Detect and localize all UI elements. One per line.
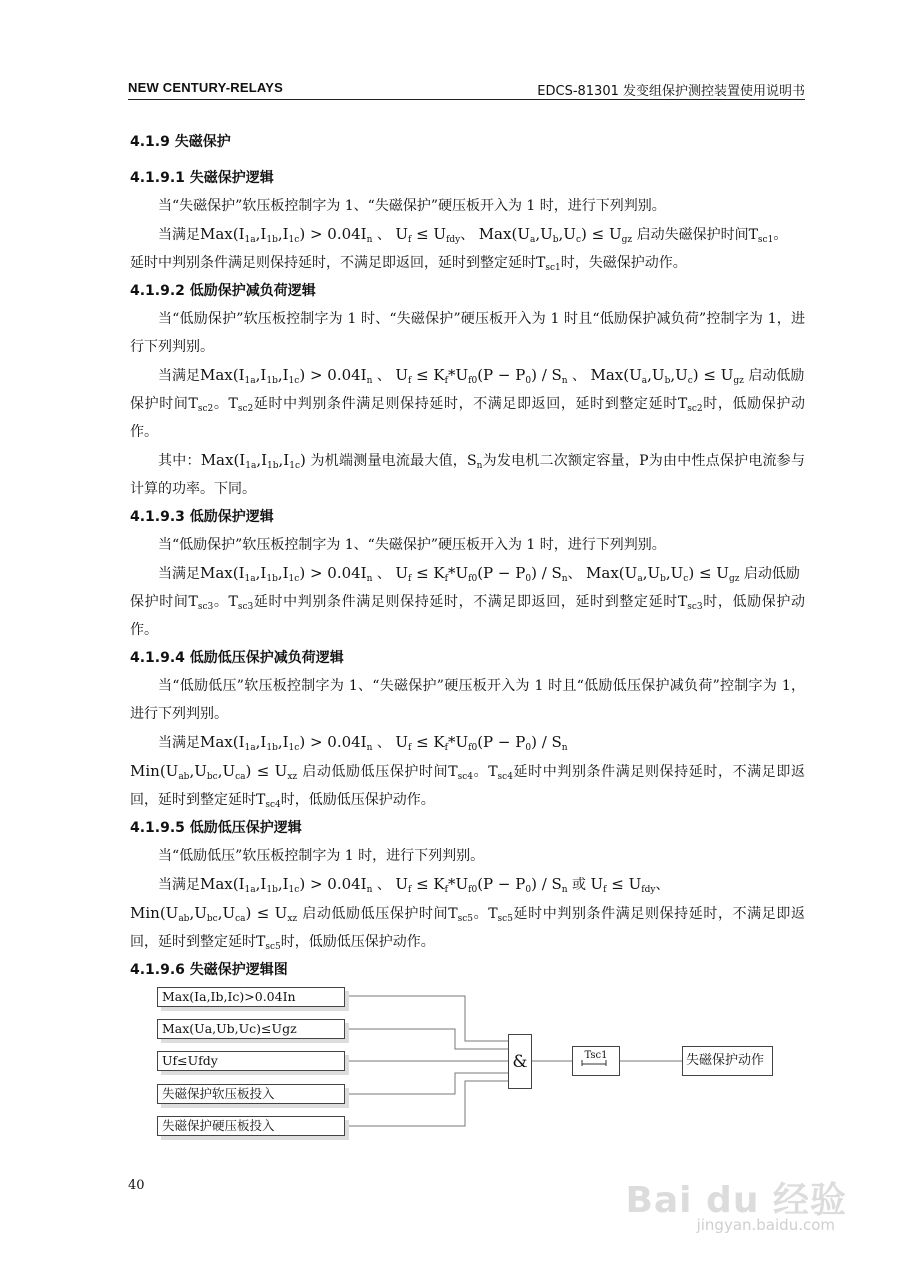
- s5-or: 或: [572, 877, 587, 893]
- s3-cond-voltage: $Max(U_a,U_b,U_c) \le U_{gz}$: [586, 564, 740, 584]
- input-hard-plate: 失磁保护硬压板投入: [157, 1116, 345, 1136]
- s1-start-text: 启动失磁保护时间$T_{sc1}$。: [636, 227, 788, 245]
- s3-pre: 当满足: [158, 566, 200, 582]
- input-max-voltage: Max(Ua,Ub,Uc)≤Ugz: [157, 1019, 345, 1039]
- header-right: EDCS-81301 发变组保护测控装置使用说明书: [537, 84, 805, 99]
- output-box: 失磁保护动作: [682, 1046, 773, 1076]
- s4-paragraph-2: 当满足$Max(I_{1a},I_{1b},I_{1c}) > 0.04I_n$ 、 $U_f \le K_f*U_{f0}(P - P_0) / S_n$: [158, 733, 568, 753]
- s2-max-current: $Max(I_{1a},I_{1b},I_{1c})$: [200, 451, 306, 471]
- subsection-title-1: 4.1.9.1 失磁保护逻辑: [130, 170, 274, 186]
- s1-paragraph-2-cont: 延时中判别条件满足则保持延时，不满足即返回，延时到整定延时$T_{sc1}$时，失磁保护动作。: [130, 255, 687, 273]
- s5-paragraph-2: 当满足$Max(I_{1a},I_{1b},I_{1c}) > 0.04I_n$ 、 $U_f \le K_f*U_{f0}(P - P_0) / S_n$ 或 $U_f \le U_{fdy}$、: [158, 875, 670, 895]
- s2-start-text: 启动低励: [748, 368, 805, 384]
- s4-cond-current: $Max(I_{1a},I_{1b},I_{1c}) > 0.04I_n$: [200, 733, 373, 753]
- section-title: 4.1.9 失磁保护: [130, 134, 231, 150]
- subsection-title-6: 4.1.9.6 失磁保护逻辑图: [130, 962, 288, 978]
- s2-cond-uf: $U_f \le K_f*U_{f0}(P - P_0) / S_n$: [395, 366, 568, 386]
- s5-cond-current: $Max(I_{1a},I_{1b},I_{1c}) > 0.04I_n$: [200, 875, 373, 895]
- input-uf: Uf≤Ufdy: [157, 1051, 345, 1071]
- s2-cond-current: $Max(I_{1a},I_{1b},I_{1c}) > 0.04I_n$: [200, 366, 373, 386]
- s3-paragraph-2: 当满足$Max(I_{1a},I_{1b},I_{1c}) > 0.04I_n$ 、 $U_f \le K_f*U_{f0}(P - P_0) / S_n$、 $Max(U_a,U_b,U_c) \le U_{gz}$ 启动低励: [158, 564, 800, 584]
- subsection-title-2: 4.1.9.2 低励保护减负荷逻辑: [130, 283, 316, 299]
- s4-cond-uf: $U_f \le K_f*U_{f0}(P - P_0) / S_n$: [395, 733, 568, 753]
- s1-cond-uf: $U_f \le U_{fdy}$: [395, 225, 461, 245]
- s1-cond-current: $Max(I_{1a},I_{1b},I_{1c}) > 0.04I_n$: [200, 225, 373, 245]
- s1-cond-voltage: $Max(U_a,U_b,U_c) \le U_{gz}$: [478, 225, 633, 245]
- s5-paragraph-1: 当“低励低压”软压板控制字为 1 时，进行下列判别。: [158, 848, 485, 864]
- header-left: NEW CENTURY-RELAYS: [128, 80, 284, 95]
- watermark-url: jingyan.baidu.com: [696, 1216, 835, 1234]
- s5-cond-uf: $U_f \le K_f*U_{f0}(P - P_0) / S_n$: [395, 875, 568, 895]
- s1-sep: 、: [376, 227, 391, 243]
- s2-paragraph-3: 其中：$Max(I_{1a},I_{1b},I_{1c})$ 为机端测量电流最大值，$S_n$为发电机二次额定容量，P为由中性点保护电流参与计算的功率。下同。: [130, 451, 806, 497]
- s2-paragraph-1: 当“低励保护”软压板控制字为 1 时、“失磁保护”硬压板开入为 1 时且“低励保护减负荷”控制字为 1，进行下列判别。: [130, 311, 805, 355]
- s3-cond-current: $Max(I_{1a},I_{1b},I_{1c}) > 0.04I_n$: [200, 564, 373, 584]
- s5-cond-min-voltage: $Min(U_{ab},U_{bc},U_{ca}) \le U_{xz}$: [130, 904, 298, 924]
- subsection-title-4: 4.1.9.4 低励低压保护减负荷逻辑: [130, 650, 344, 666]
- and-gate: &: [508, 1034, 532, 1089]
- s4-paragraph-1: 当“低励低压”软压板控制字为 1、“失磁保护”硬压板开入为 1 时且“低励低压保护减负荷”控制字为 1，进行下列判别。: [130, 678, 805, 722]
- s2-cond-voltage: $Max(U_a,U_b,U_c) \le U_{gz}$: [590, 366, 744, 386]
- subsection-title-3: 4.1.9.3 低励保护逻辑: [130, 509, 274, 525]
- input-soft-plate: 失磁保护软压板投入: [157, 1084, 345, 1104]
- timer-box: Tsc1: [572, 1046, 620, 1076]
- s3-start-text: 启动低励: [743, 566, 800, 582]
- s1-paragraph-1: 当“失磁保护”软压板控制字为 1、“失磁保护”硬压板开入为 1 时，进行下列判别。: [158, 198, 666, 214]
- s2-where: 其中：: [158, 453, 201, 469]
- s4-pre: 当满足: [158, 735, 200, 751]
- s4-cond-min-voltage: $Min(U_{ab},U_{bc},U_{ca}) \le U_{xz}$: [130, 762, 298, 782]
- s5-cond-ufdy: $U_f \le U_{fdy}$: [590, 875, 656, 895]
- s2-paragraph-2: 当满足$Max(I_{1a},I_{1b},I_{1c}) > 0.04I_n$ 、 $U_f \le K_f*U_{f0}(P - P_0) / S_n$ 、 $Max(U_a,U_b,U_c) \le U_{gz}$ 启动低励: [158, 366, 805, 386]
- s3-cond-uf: $U_f \le K_f*U_{f0}(P - P_0) / S_n$: [395, 564, 568, 584]
- s1-paragraph-2: 当满足$Max(I_{1a},I_{1b},I_{1c}) > 0.04I_n$ 、 $U_f \le U_{fdy}$、 $Max(U_a,U_b,U_c) \le U_{gz}$ 启动失磁保护时间$T_{sc1}$。: [158, 225, 788, 245]
- subsection-title-5: 4.1.9.5 低励低压保护逻辑: [130, 820, 302, 836]
- watermark-brand: Bai du 经验: [625, 1180, 847, 1221]
- s4-paragraph-3: $Min(U_{ab},U_{bc},U_{ca}) \le U_{xz}$ 启动低励低压保护时间$T_{sc4}$。$T_{sc4}$延时中判别条件满足则保持延时，不满足即返回，延时到整定延时$T_{sc4}$时，低励低压保护动作。: [130, 762, 805, 810]
- s2-pre: 当满足: [158, 368, 200, 384]
- s1-pre: 当满足: [158, 227, 200, 243]
- s3-paragraph-1: 当“低励保护”软压板控制字为 1、“失磁保护”硬压板开入为 1 时，进行下列判别。: [158, 537, 666, 553]
- s5-paragraph-3: $Min(U_{ab},U_{bc},U_{ca}) \le U_{xz}$ 启动低励低压保护时间$T_{sc5}$。$T_{sc5}$延时中判别条件满足则保持延时，不满足即返回，延时到整定延时$T_{sc5}$时，低励低压保护动作。: [130, 904, 805, 952]
- page-number: 40: [128, 1178, 145, 1193]
- s5-pre: 当满足: [158, 877, 200, 893]
- s3-paragraph-2-cont: 保护时间$T_{sc3}$。$T_{sc3}$延时中判别条件满足则保持延时，不满足即返回，延时到整定延时$T_{sc3}$时，低励保护动作。: [130, 594, 806, 638]
- s2-paragraph-2-cont: 保护时间$T_{sc2}$。$T_{sc2}$延时中判别条件满足则保持延时，不满足即返回，延时到整定延时$T_{sc2}$时，低励保护动作。: [130, 396, 806, 440]
- input-max-current: Max(Ia,Ib,Ic)>0.04In: [157, 987, 345, 1007]
